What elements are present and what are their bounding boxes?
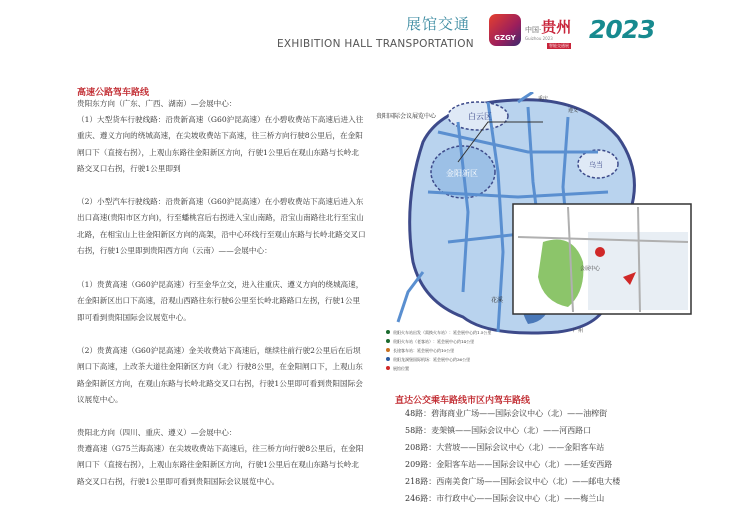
legend-item-4: 贵阳龙洞堡国际机场：延会展中心约36公里 — [393, 357, 471, 362]
district-wudang: 乌当 — [589, 161, 603, 169]
district-baiyun: 白云区 — [468, 112, 492, 121]
legend-item-5: 展馆位置 — [393, 366, 409, 371]
legend-item-3: 长途客车站：延会展中心约10公里 — [393, 348, 455, 353]
place-guangzhou: 广州 — [573, 328, 584, 334]
logo-sub: Guizhou 2023 — [525, 36, 553, 41]
legend-item-1: 贵阳火车站出发（需换火车站）：延会展中心约1.5公里 — [393, 330, 492, 335]
district-huaxi: 花溪 — [491, 297, 504, 304]
place-zunyi: 遵义 — [568, 108, 579, 114]
highway-p5: （2）贵黄高速（G60沪昆高速）金关收费站下高速后，继续往前行驶2公里后在后坝闸口下高速，上改茶大道往金阳新区方向（北）行驶8公里，在金阳闸口下，上观山东路金阳新区方向，在观山东路与长岭北路交叉口右拐，行驶1公里即可看到贵阳国际会议展览中心。 — [77, 346, 363, 404]
highway-p7: 贵遵高速（G75兰海高速）在尖坡收费站下高速后，往三桥方向行驶8公里后，在金阳闸口下（直接右拐），上观山东路往金阳新区方向，行驶1公里后在观山东路与长岭北路交叉口右拐，行驶1公里即可看到贵阳国际会议展览中心。 — [77, 444, 364, 486]
transport-map — [368, 92, 696, 380]
highway-title: 高速公路驾车路线 — [77, 88, 150, 98]
bus-route-246: 246路：市行政中心——国际会议中心（北）——梅兰山 — [405, 494, 605, 503]
logo-prefix: 中国· — [525, 26, 542, 34]
callout-label: 贵阳国际会议展览中心 — [376, 113, 437, 120]
district-jinyang: 金阳新区 — [446, 169, 478, 178]
place-chongqing: 重庆 — [538, 96, 549, 102]
bus-title: 直达公交乘车路线市区内驾车路线 — [395, 396, 531, 406]
bus-route-48: 48路：碧海商业广场——国际会议中心（北）——油榨街 — [405, 409, 608, 418]
bus-route-209: 209路：金阳客车站——国际会议中心（北）——延安西路 — [405, 460, 613, 469]
expo-logo: GZGY — [489, 14, 521, 46]
guizhou-logo — [525, 16, 572, 48]
highway-p3: （2）小型汽车行驶线路：沿贵新高速（G60沪昆高速）在小碧收费站下高速后进入东出口高速(贵阳市区方向)，行至蟠桃宫后右拐进入宝山南路，沿宝山南路往北行至宝山北路，在相宝山上往金阳新区方向的高架，沿中心环线行至观山东路与长岭北路交叉口右拐，行驶1公里即到贵阳西方向（云南）——会展中心： — [77, 197, 366, 255]
year-logo: 2023 — [589, 15, 655, 44]
page-subtitle: EXHIBITION HALL TRANSPORTATION — [277, 38, 474, 50]
map-legend — [386, 329, 491, 371]
page-title: 展馆交通 — [406, 15, 471, 33]
highway-p2: （1）大型货车行驶线路：沿贵新高速（G60沪昆高速）在小碧收费站下高速后进入往重庆、遵义方向的绕城高速，在尖坡收费站下高速，往三桥方向行驶8公里后，在金阳闸口下（直接右拐），上观山东路往金阳新区方向，行驶1公里后在观山东路与长岭北路交叉口右拐，行驶1公里即到 — [77, 115, 364, 173]
highway-p1: 贵阳东方向（广东、广西、湖南）—会展中心： — [77, 99, 237, 108]
inset-label: 会展中心 — [580, 266, 601, 272]
highway-p6: 贵阳北方向（四川、重庆、遵义）—会展中心： — [77, 428, 237, 437]
bus-route-208: 208路：大营坡——国际会议中心（北）——金阳客车站 — [405, 443, 605, 452]
logo-main: 贵州 — [541, 18, 572, 36]
legend-item-2: 贵阳火车站（老客站）：延会展中心约14公里 — [393, 339, 475, 344]
logo-tag: 智能交通展 — [549, 43, 569, 48]
venue-marker — [595, 247, 605, 257]
bus-route-58: 58路：麦架镇——国际会议中心（北）——河西路口 — [405, 426, 592, 435]
highway-p4: （1）贵黄高速（G60沪昆高速）行至金华立交，进入往重庆、遵义方向的绕城高速，在金阳新区出口下高速，沿观山西路往东行驶6公里至长岭北路路口左拐，行驶1公里即可看到贵阳国际会议展览中心。 — [77, 280, 364, 322]
bus-route-218: 218路：西南美食广场——国际会议中心（北）——邮电大楼 — [405, 477, 621, 486]
